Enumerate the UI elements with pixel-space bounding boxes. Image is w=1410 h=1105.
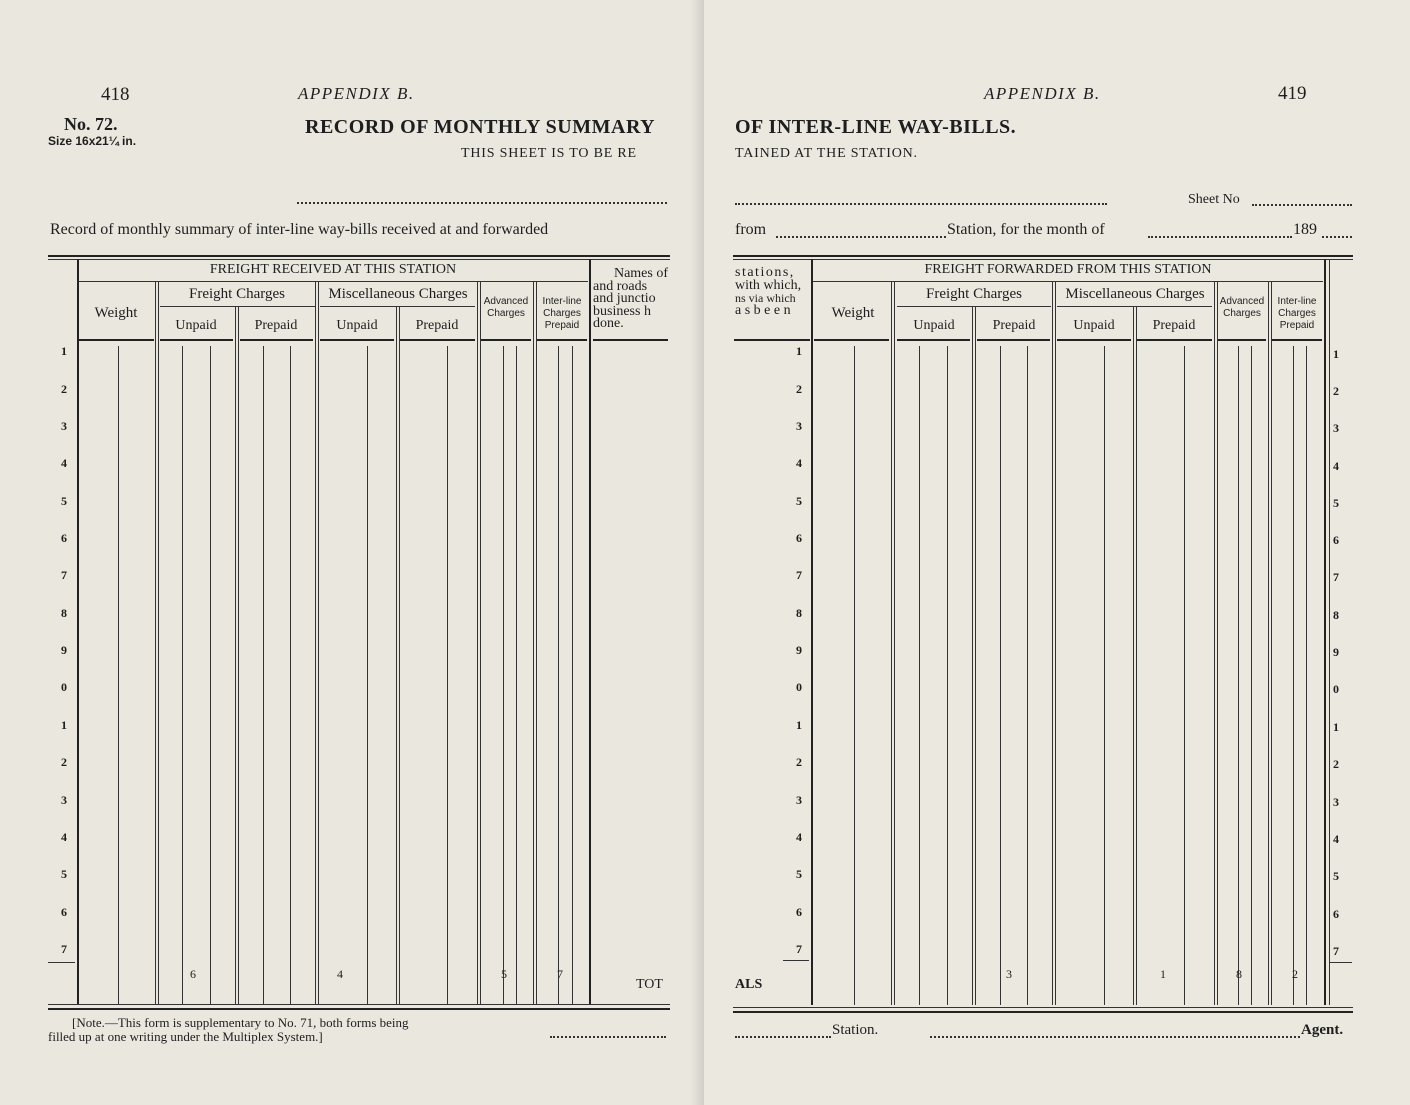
row-number: 9 (1333, 645, 1339, 659)
col-prepaid: Prepaid (1152, 318, 1196, 333)
group-freight-charges: Freight Charges (189, 286, 285, 302)
row-number: 5 (61, 494, 67, 508)
col-weight: Weight (94, 305, 138, 321)
row-number: 7 (1333, 570, 1339, 584)
row-number: 6 (1333, 533, 1339, 547)
row-number: 1 (61, 344, 67, 358)
col-unpaid: Unpaid (175, 318, 217, 333)
row-number: 5 (1333, 869, 1339, 883)
row-number: 7 (796, 942, 802, 956)
subtitle: TAINED AT THE STATION. (735, 146, 918, 161)
totals-label: ALS (735, 977, 763, 992)
row-number: 8 (1333, 608, 1339, 622)
station-month-label: Station, for the month of (947, 221, 1105, 238)
row-number: 0 (796, 680, 802, 694)
row-number: 1 (61, 718, 67, 732)
row-number: 0 (1333, 682, 1339, 696)
totals-label: TOT (636, 977, 663, 992)
row-number: 9 (796, 643, 802, 657)
column-number: 1 (1160, 967, 1166, 981)
row-number: 5 (1333, 496, 1339, 510)
col-names-roads: Names of and roads and junctio business h done. (593, 266, 668, 331)
row-number: 3 (796, 419, 802, 433)
blank-line (550, 1036, 666, 1038)
subtitle: THIS SHEET IS TO BE RE (461, 146, 637, 161)
agent-label: Agent. (1301, 1022, 1344, 1038)
col-unpaid: Unpaid (913, 318, 955, 333)
row-number: 6 (796, 905, 802, 919)
column-number: 6 (190, 967, 196, 981)
column-number: 5 (501, 967, 507, 981)
row-number: 4 (796, 456, 802, 470)
row-number: 3 (61, 793, 67, 807)
row-number: 4 (1333, 832, 1339, 846)
row-number: 8 (61, 606, 67, 620)
row-number: 2 (61, 755, 67, 769)
row-number: 7 (61, 942, 67, 956)
station-line (735, 1036, 831, 1038)
row-number: 9 (61, 643, 67, 657)
row-number: 3 (61, 419, 67, 433)
year-label: 189 (1293, 221, 1317, 238)
column-number: 3 (1006, 967, 1012, 981)
running-head: APPENDIX B. (298, 84, 415, 103)
row-number: 6 (796, 531, 802, 545)
row-number: 2 (796, 382, 802, 396)
from-label: from (735, 221, 767, 238)
page-title: OF INTER-LINE WAY-BILLS. (735, 116, 1017, 138)
col-prepaid: Prepaid (992, 318, 1036, 333)
row-number: 1 (1333, 347, 1339, 361)
col-interline-charges: Inter-line Charges Prepaid (542, 296, 582, 331)
row-number: 4 (796, 830, 802, 844)
row-number: 0 (61, 680, 67, 694)
column-number: 2 (1292, 967, 1298, 981)
group-misc-charges: Miscellaneous Charges (328, 286, 468, 302)
row-number: 5 (61, 867, 67, 881)
col-advanced-charges: Advanced Charges (483, 296, 529, 319)
row-number: 2 (1333, 757, 1339, 771)
page-number: 419 (1278, 83, 1307, 104)
row-number: 8 (796, 606, 802, 620)
table-title: FREIGHT RECEIVED AT THIS STATION (209, 262, 457, 277)
row-number: 2 (1333, 384, 1339, 398)
intro-line: Record of monthly summary of inter-line way-bills received at and forwarded (50, 221, 549, 238)
row-number: 4 (1333, 459, 1339, 473)
column-number: 8 (1236, 967, 1242, 981)
page-title: RECORD OF MONTHLY SUMMARY (305, 116, 656, 138)
row-number: 5 (796, 867, 802, 881)
col-stations: stations, with which, ns via which a s b e e n (735, 265, 802, 318)
column-number: 7 (557, 967, 563, 981)
row-number: 7 (1333, 944, 1339, 958)
page-number: 418 (101, 84, 130, 105)
row-number: 4 (61, 456, 67, 470)
table-title: FREIGHT FORWARDED FROM THIS STATION (924, 262, 1212, 277)
row-number: 2 (61, 382, 67, 396)
row-number: 3 (796, 793, 802, 807)
blank-line (735, 203, 1107, 205)
blank-line (297, 202, 667, 204)
col-advanced-charges: Advanced Charges (1219, 296, 1265, 319)
row-number: 1 (796, 344, 802, 358)
row-number: 5 (796, 494, 802, 508)
station-label: Station. (832, 1022, 879, 1038)
row-number: 6 (61, 531, 67, 545)
year-line (1322, 236, 1352, 238)
col-interline-charges: Inter-line Charges Prepaid (1277, 296, 1317, 331)
column-number: 4 (337, 967, 343, 981)
form-size: Size 16x21¼ in. (48, 134, 137, 148)
row-number: 3 (1333, 795, 1339, 809)
row-number: 7 (61, 568, 67, 582)
sheet-no-label: Sheet No (1188, 192, 1240, 207)
row-number: 3 (1333, 421, 1339, 435)
row-number: 1 (1333, 720, 1339, 734)
month-line (1148, 236, 1292, 238)
row-number: 2 (796, 755, 802, 769)
group-freight-charges: Freight Charges (926, 286, 1022, 302)
col-unpaid: Unpaid (1073, 318, 1115, 333)
sheet-no-line (1252, 204, 1352, 206)
col-prepaid: Prepaid (415, 318, 459, 333)
agent-line (930, 1036, 1300, 1038)
group-misc-charges: Miscellaneous Charges (1065, 286, 1205, 302)
row-number: 7 (796, 568, 802, 582)
footnote: [Note.—This form is supplementary to No. 71, both forms being filled up at one writing under the Multiplex System.] (48, 1015, 409, 1044)
col-unpaid: Unpaid (336, 318, 378, 333)
form-number: No. 72. (64, 114, 118, 134)
right-page (704, 0, 1410, 1105)
row-number: 6 (61, 905, 67, 919)
row-number: 4 (61, 830, 67, 844)
left-page (0, 0, 704, 1105)
col-prepaid: Prepaid (254, 318, 298, 333)
running-head: APPENDIX B. (984, 84, 1101, 103)
from-line (776, 236, 946, 238)
col-weight: Weight (831, 305, 875, 321)
row-number: 1 (796, 718, 802, 732)
row-number: 6 (1333, 907, 1339, 921)
